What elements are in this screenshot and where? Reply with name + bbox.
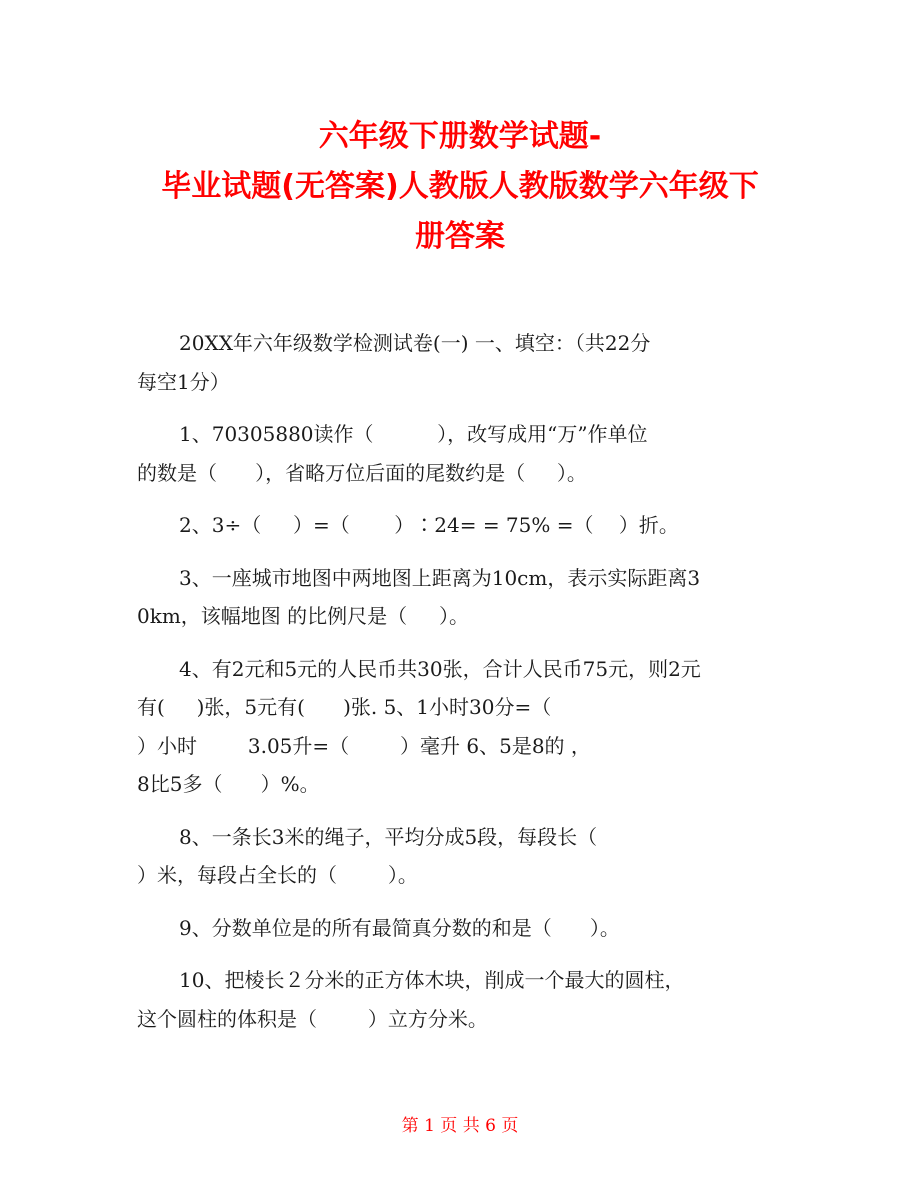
- page-footer: 第 1 页 共 6 页: [401, 1116, 519, 1136]
- title-line-1: 六年级下册数学试题-: [318, 119, 602, 154]
- paragraph-line: 4、有2元和5元的人民币共30张，合计人民币75元，则2元: [179, 656, 701, 681]
- paragraph-line: 9、分数单位是的所有最简真分数的和是（ ）。: [179, 915, 620, 940]
- paragraph-line: 10、把棱长２分米的正方体木块，削成一个最大的圆柱，: [179, 968, 685, 992]
- paragraph-line: 1、70305880读作（ ），改写成用“万”作单位: [179, 422, 648, 446]
- document-body: [137, 324, 797, 1038]
- document-title: [100, 112, 820, 262]
- paragraph-line: 每空1分）: [137, 369, 230, 394]
- title-line-3: 册答案: [415, 219, 505, 254]
- paragraph-line: 3、一座城市地图中两地图上距离为10cm，表示实际距离3: [179, 565, 701, 590]
- paragraph-line: 2、3÷（ ）=（ ）∶24= = 75% =（ ）折。: [179, 513, 679, 537]
- paragraph-line: 的数是（ ），省略万位后面的尾数约是（ ）。: [137, 460, 587, 485]
- paragraph-line: 有( )张，5元有( )张. 5、1小时30分=（: [137, 695, 552, 719]
- paragraph-line: 8比5多（ ）%。: [137, 772, 320, 796]
- title-line-2: 毕业试题(无答案)人教版人教版数学六年级下: [161, 169, 759, 204]
- paragraph-line: 0km，该幅地图 的比例尺是（ ）。: [137, 604, 469, 628]
- paragraph-line: 20XX年六年级数学检测试卷(一) 一、填空：（共22分: [179, 331, 651, 355]
- paragraph-line: 这个圆柱的体积是（ ）立方分米。: [137, 1006, 488, 1031]
- paragraph-line: ）小时 3.05升=（ ）毫升 6、5是8的 ，: [137, 733, 591, 758]
- paragraph-line: 8、一条长3米的绳子，平均分成5段，每段长（: [179, 824, 598, 849]
- paragraph-line: ）米，每段占全长的（ ）。: [137, 863, 418, 887]
